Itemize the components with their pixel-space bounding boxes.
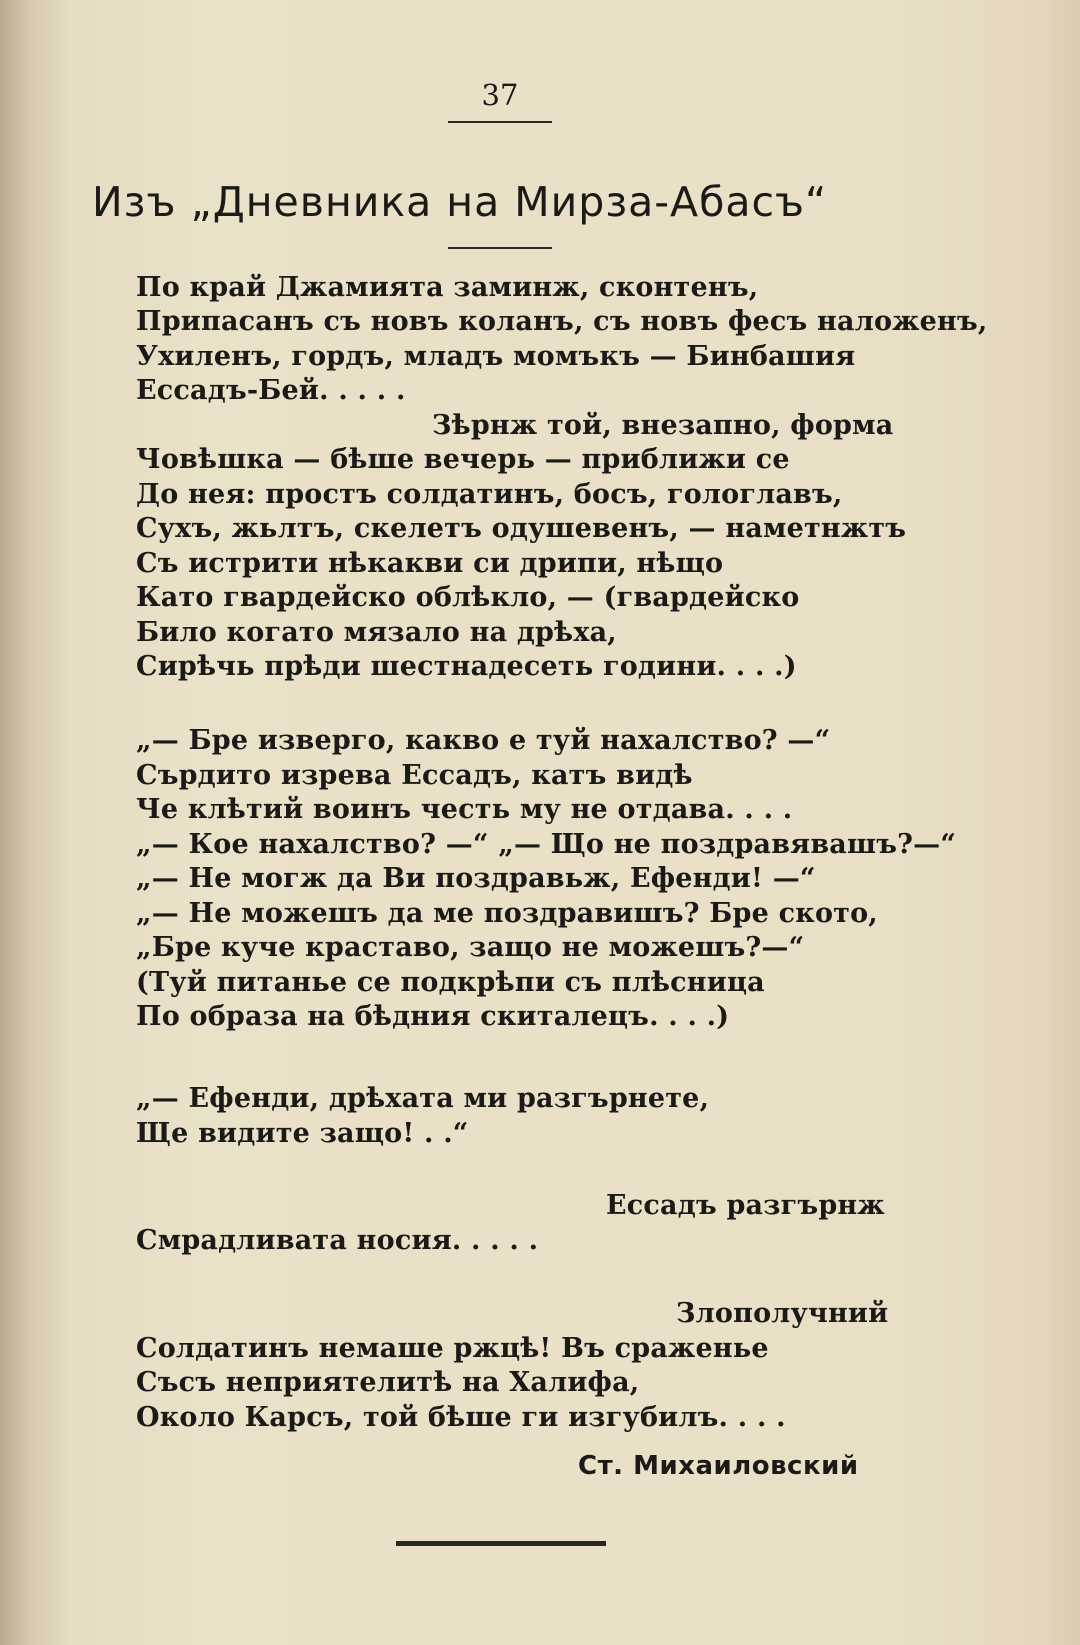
poem-line: Припасанъ съ новъ коланъ, съ новъ фесъ наложенъ, [136,306,988,337]
poem-line: Ухиленъ, гордъ, младъ момъкъ — Бинбашия [136,341,856,372]
poem-line: Зѣрнж той, внезапно, форма [432,410,894,441]
poem-line: Сирѣчь прѣди шестнадесеть години. . . .) [136,651,797,682]
poem-line: Сърдито изрева Ессадъ, катъ видѣ [136,760,693,791]
poem-title: Изъ „Дневника на Мирза-Абасъ“ [92,178,828,226]
poem-line: Съсъ неприятелитѣ на Халифа, [136,1367,640,1398]
poem-line: „— Не могж да Ви поздравьж, Ефенди! —“ [136,863,816,894]
title-rule [448,247,552,249]
poem-line: По образа на бѣдния скиталецъ. . . .) [136,1001,730,1032]
poem-line: „— Не можешъ да ме поздравишъ? Бре ското, [136,898,878,929]
poem-line: Съ истрити нѣкакви си дрипи, нѣщо [136,548,724,579]
poem-line: Злополучний [676,1298,889,1329]
poem-line: Ессадъ-Бей. . . . . [136,375,406,406]
poem-line: Било когато мязало на дрѣха, [136,617,617,648]
page-number-rule [448,121,552,123]
poem-line: Ессадъ разгърнж [606,1190,885,1221]
poem-line: „— Бре изверго, какво е туй нахалство? —“ [136,725,831,756]
poem-line: Около Карсъ, той бѣше ги изгубилъ. . . . [136,1402,786,1433]
poem-line: По край Джамията заминж, сконтенъ, [136,272,759,303]
poem-line: „— Ефенди, дрѣхата ми разгърнете, [136,1083,710,1114]
poem-line: Сухъ, жьлтъ, скелетъ одушевенъ, — наметнжтъ [136,513,907,544]
closing-rule [396,1541,606,1546]
poem-line: „Бре куче краставо, защо не можешъ?—“ [136,932,805,963]
author-signature: Ст. Михаиловский [578,1451,859,1481]
poem-line: Ще видите защо! . .“ [136,1118,469,1149]
poem-line: Човѣшка — бѣше вечерь — приближи се [136,444,790,475]
poem-line: Като гвардейско облѣкло, — (гвардейско [136,582,800,613]
poem-line: Че клѣтий воинъ честь му не отдава. . . . [136,794,793,825]
poem-line: Смрадливата носия. . . . . [136,1225,539,1256]
poem-line: (Туй питанье се подкрѣпи съ плѣсница [136,967,765,998]
page-number: 37 [481,78,519,112]
poem-line: „— Кое нахалство? —“ „— Що не поздравявашъ?—“ [136,829,957,860]
poem-line: Солдатинъ немаше ржцѣ! Въ сраженье [136,1333,769,1364]
poem-line: До нея: простъ солдатинъ, босъ, гологлавъ, [136,479,843,510]
